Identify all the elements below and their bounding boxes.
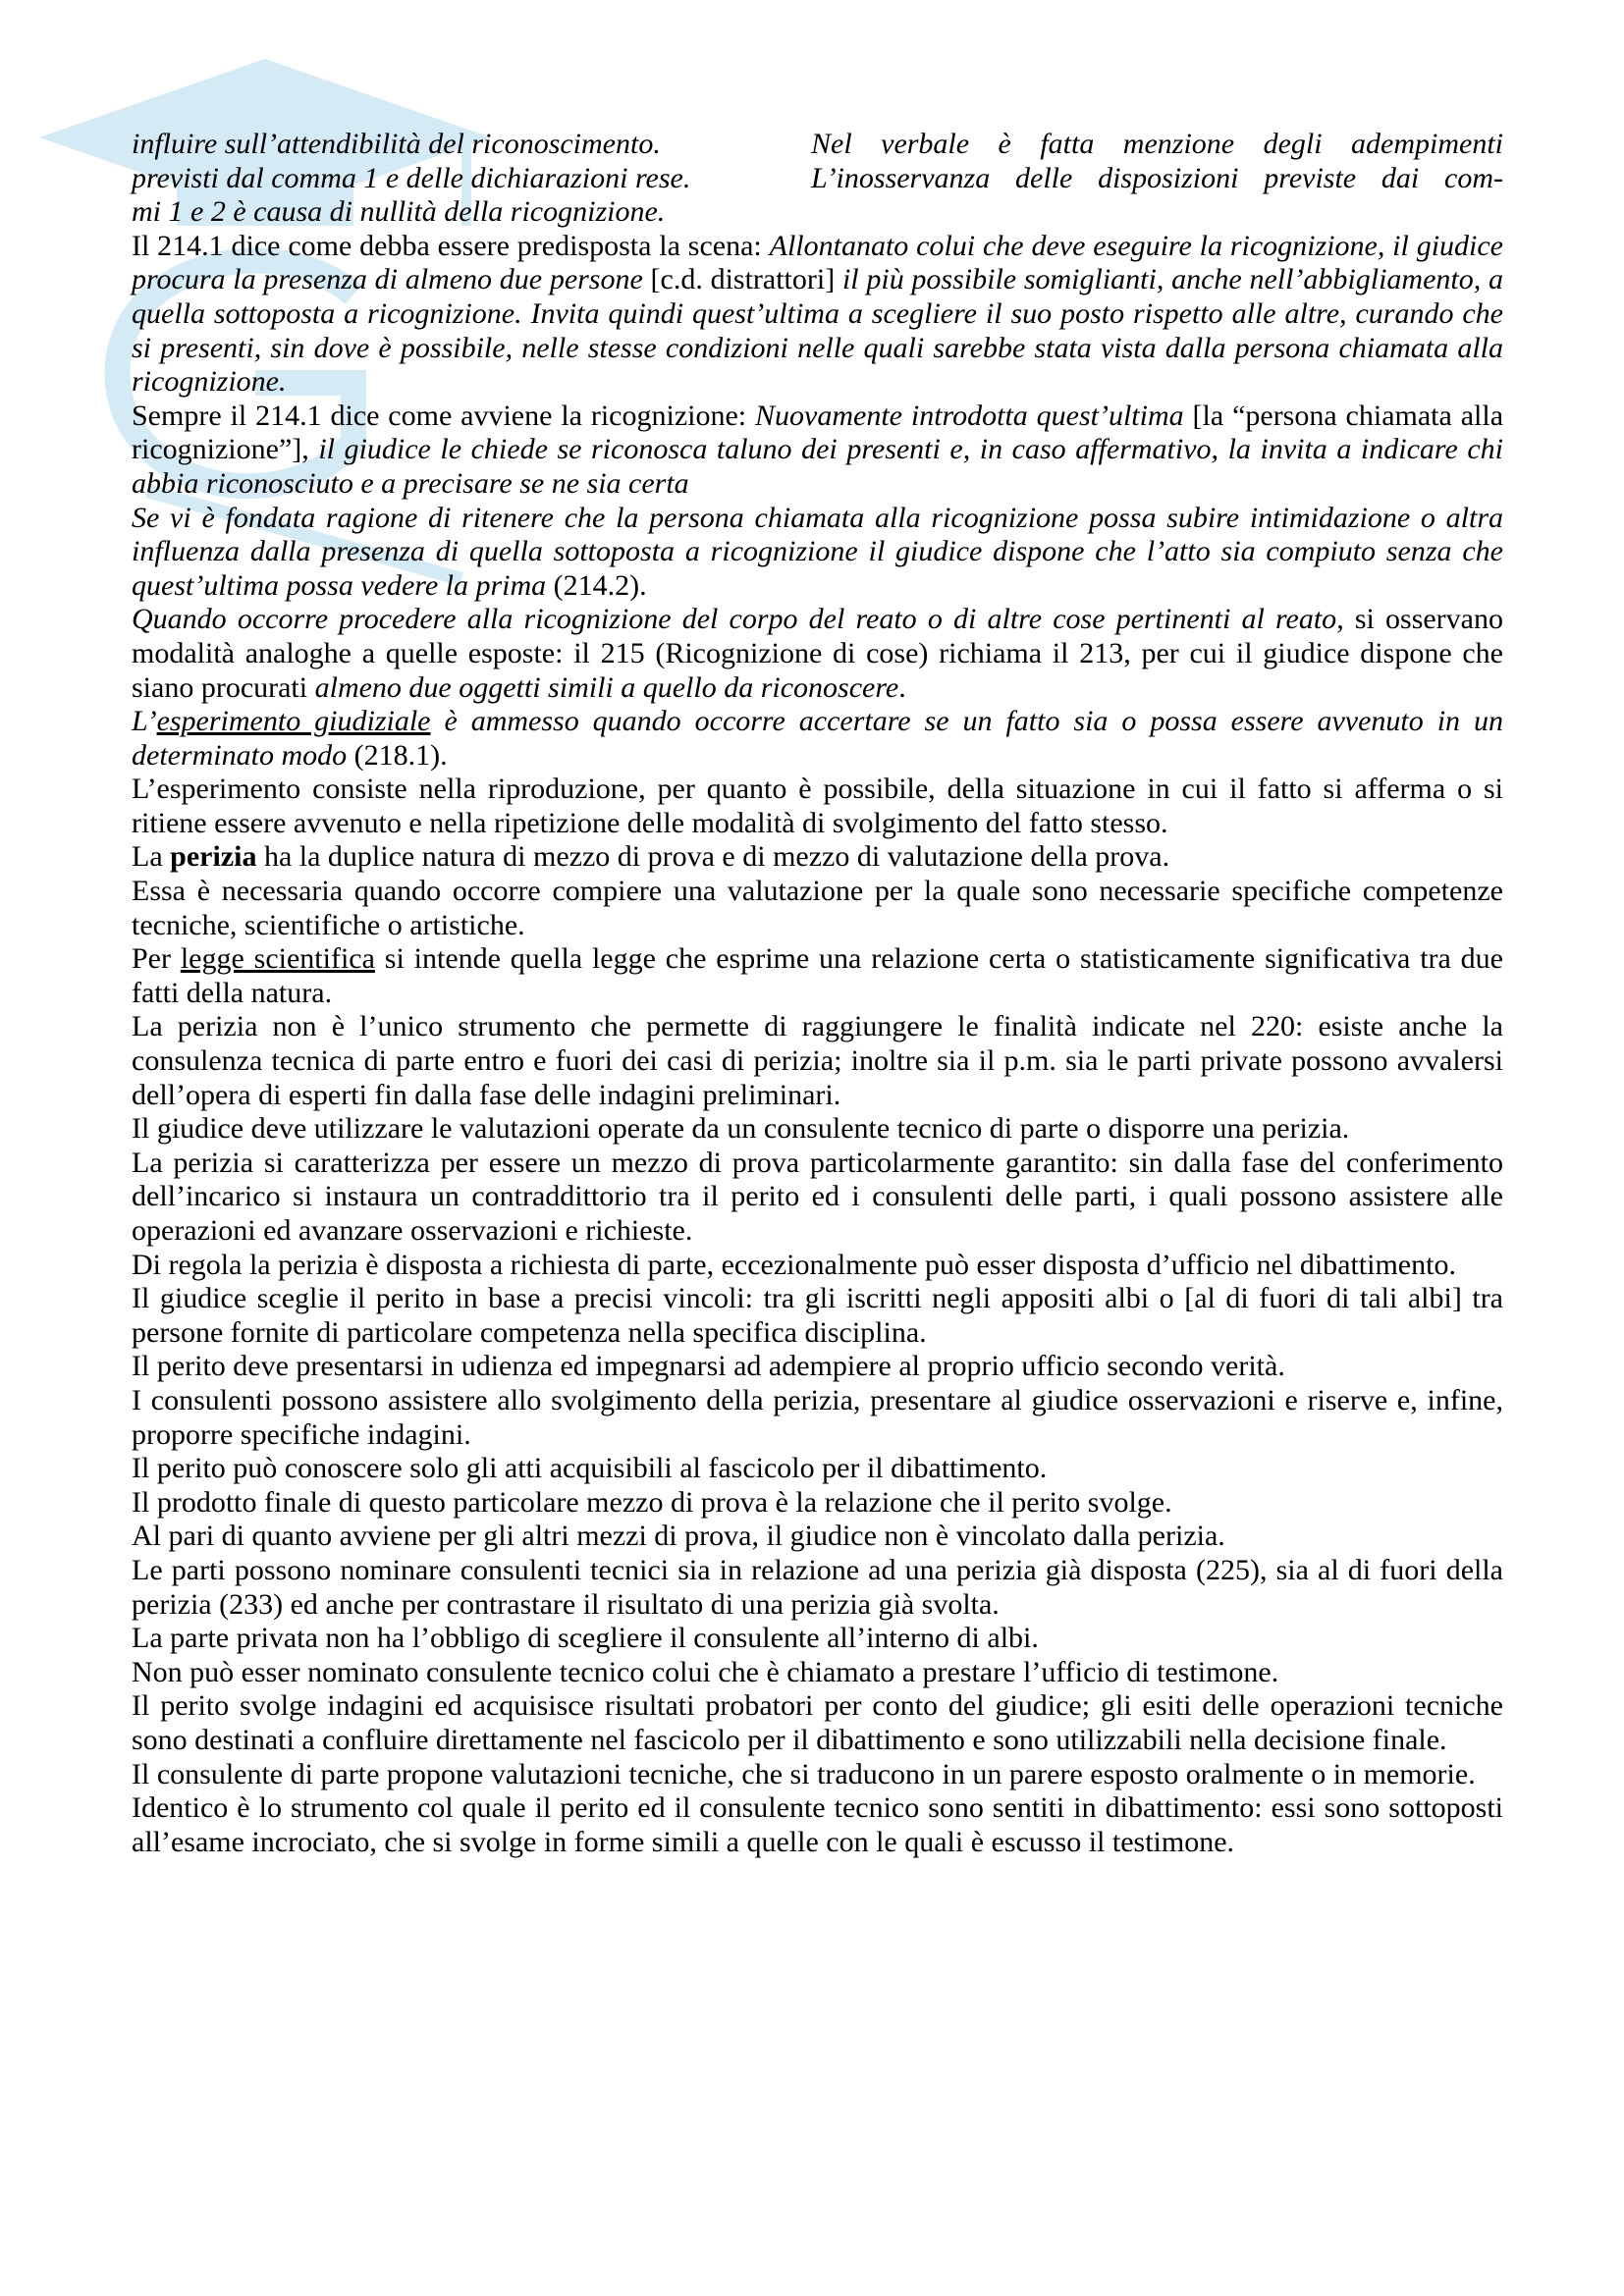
paragraph: Il perito svolge indagini ed acquisisce risultati probatori per conto del giudice; gli esiti delle operazioni tecniche sono destinati a confluire direttamente nel fascicolo per il dibattimento e sono utilizzabili nella decisione finale.: [132, 1689, 1503, 1756]
paragraph: Quando occorre procedere alla ricognizione del corpo del reato o di altre cose pertinenti al reato, si osservano modalità analoghe a quelle esposte: il 215 (Ricognizione di cose) richiama il 213, per cui il giudice dispone che siano procurati almeno due oggetti simili a quello da riconoscere.: [132, 603, 1503, 704]
paragraph-continuation-line-3: mi 1 e 2 è causa di nullità della ricognizione.: [132, 195, 666, 229]
paragraph: Per legge scientifica si intende quella legge che esprime una relazione certa o statisticamente significativa tra due fatti della natura.: [132, 942, 1504, 1009]
paragraph: Il perito può conoscere solo gli atti acquisibili al fascicolo per il dibattimento.: [132, 1452, 1048, 1485]
paragraph: Il perito deve presentarsi in udienza ed impegnarsi ad adempiere al proprio ufficio secondo verità.: [132, 1350, 1285, 1383]
paragraph: Il prodotto finale di questo particolare mezzo di prova è la relazione che il perito svolge.: [132, 1485, 1172, 1519]
paragraph: Il consulente di parte propone valutazioni tecniche, che si traducono in un parere esposto oralmente o in memorie.: [132, 1757, 1476, 1790]
paragraph: Le parti possono nominare consulenti tecnici sia in relazione ad una perizia già disposta (225), sia al di fuori della perizia (233) ed anche per contrastare il risultato di una perizia già svolta.: [132, 1553, 1503, 1621]
paragraph: Il 214.1 dice come debba essere predisposta la scena: Allontanato colui che deve eseguire la ricognizione, il giudice procura la presenza di almeno due persone [c.d. distrattori] il più possibile somiglianti, anche nell’abbigliamento, a quella sottoposta a ricognizione. Invita quindi quest’ultima a scegliere il suo posto rispetto alle altre, curando che si presenti, sin dove è possibile, nelle stesse condizioni nelle quali sarebbe stata vista dalla persona chiamata alla ricognizione.: [132, 229, 1503, 399]
paragraph: Identico è lo strumento col quale il perito ed il consulente tecnico sono sentiti in dibattimento: essi sono sottoposti all’esame incrociato, che si svolge in forme simili a quelle con le quali è escusso il testimone.: [132, 1791, 1503, 1858]
paragraph: Il giudice sceglie il perito in base a precisi vincoli: tra gli iscritti negli appositi albi o [al di fuori di tali albi] tra persone fornite di particolare competenza nella specifica disciplina.: [132, 1282, 1503, 1349]
document-body: [132, 128, 1503, 1859]
paragraph: Se vi è fondata ragione di ritenere che la persona chiamata alla ricognizione possa subire intimidazione o altra influenza dalla presenza di quella sottoposta a ricognizione il giudice dispone che l’atto sia compiuto senza che quest’ultima possa vedere la prima (214.2).: [132, 501, 1503, 602]
paragraph: L’esperimento consiste nella riproduzione, per quanto è possibile, della situazione in cui il fatto si afferma o si ritiene essere avvenuto e nella ripetizione delle modalità di svolgimento del fatto stesso.: [132, 773, 1503, 839]
paragraph: Non può esser nominato consulente tecnico colui che è chiamato a prestare l’ufficio di testimone.: [132, 1655, 1279, 1688]
paragraph: Sempre il 214.1 dice come avviene la ricognizione: Nuovamente introdotta quest’ultima [la “persona chiamata alla ricognizione”], il giudice le chiede se riconosca taluno dei presenti e, in caso affermativo, la invita a indicare chi abbia riconosciuto e a precisare se ne sia certa: [132, 399, 1504, 500]
paragraph: Al pari di quanto avviene per gli altri mezzi di prova, il giudice non è vincolato dalla perizia.: [132, 1520, 1225, 1553]
paragraph: La perizia non è l’unico strumento che permette di raggiungere le finalità indicate nel 220: esiste anche la consulenza tecnica di parte entro e fuori dei casi di perizia; inoltre sia il p.m. sia le parti private possono avvalersi dell’opera di esperti fin dalla fase delle indagini preliminari.: [132, 1010, 1503, 1111]
paragraph: La perizia si caratterizza per essere un mezzo di prova particolarmente garantito: sin dalla fase del conferimento dell’incarico si instaura un contraddittorio tra il perito ed i consulenti delle parti, i quali possono assistere alle operazioni ed avanzare osservazioni e richieste.: [132, 1146, 1503, 1247]
paragraph: Di regola la perizia è disposta a richiesta di parte, eccezionalmente può esser disposta d’ufficio nel dibattimento.: [132, 1248, 1456, 1281]
paragraph-continuation-line-1: influire sull’attendibilità del riconoscimento. Nel verbale è fatta menzione degli adempimenti: [132, 128, 1503, 160]
paragraph: I consulenti possono assistere allo svolgimento della perizia, presentare al giudice osservazioni e riserve e, infine, proporre specifiche indagini.: [132, 1383, 1503, 1451]
paragraph: La parte privata non ha l’obbligo di scegliere il consulente all’interno di albi.: [132, 1622, 1039, 1655]
paragraph-continuation-line-2: previsti dal comma 1 e delle dichiarazioni rese. L’inosservanza delle disposizioni previste dai com-: [132, 161, 1503, 194]
paragraph: La perizia ha la duplice natura di mezzo di prova e di mezzo di valutazione della prova.: [132, 840, 1170, 874]
paragraph: Essa è necessaria quando occorre compiere una valutazione per la quale sono necessarie specifiche competenze tecniche, scientifiche o artistiche.: [132, 875, 1503, 941]
paragraph: Il giudice deve utilizzare le valutazioni operate da un consulente tecnico di parte o disporre una perizia.: [132, 1112, 1350, 1146]
paragraph: L’esperimento giudiziale è ammesso quando occorre accertare se un fatto sia o possa essere avvenuto in un determinato modo (218.1).: [132, 705, 1503, 772]
